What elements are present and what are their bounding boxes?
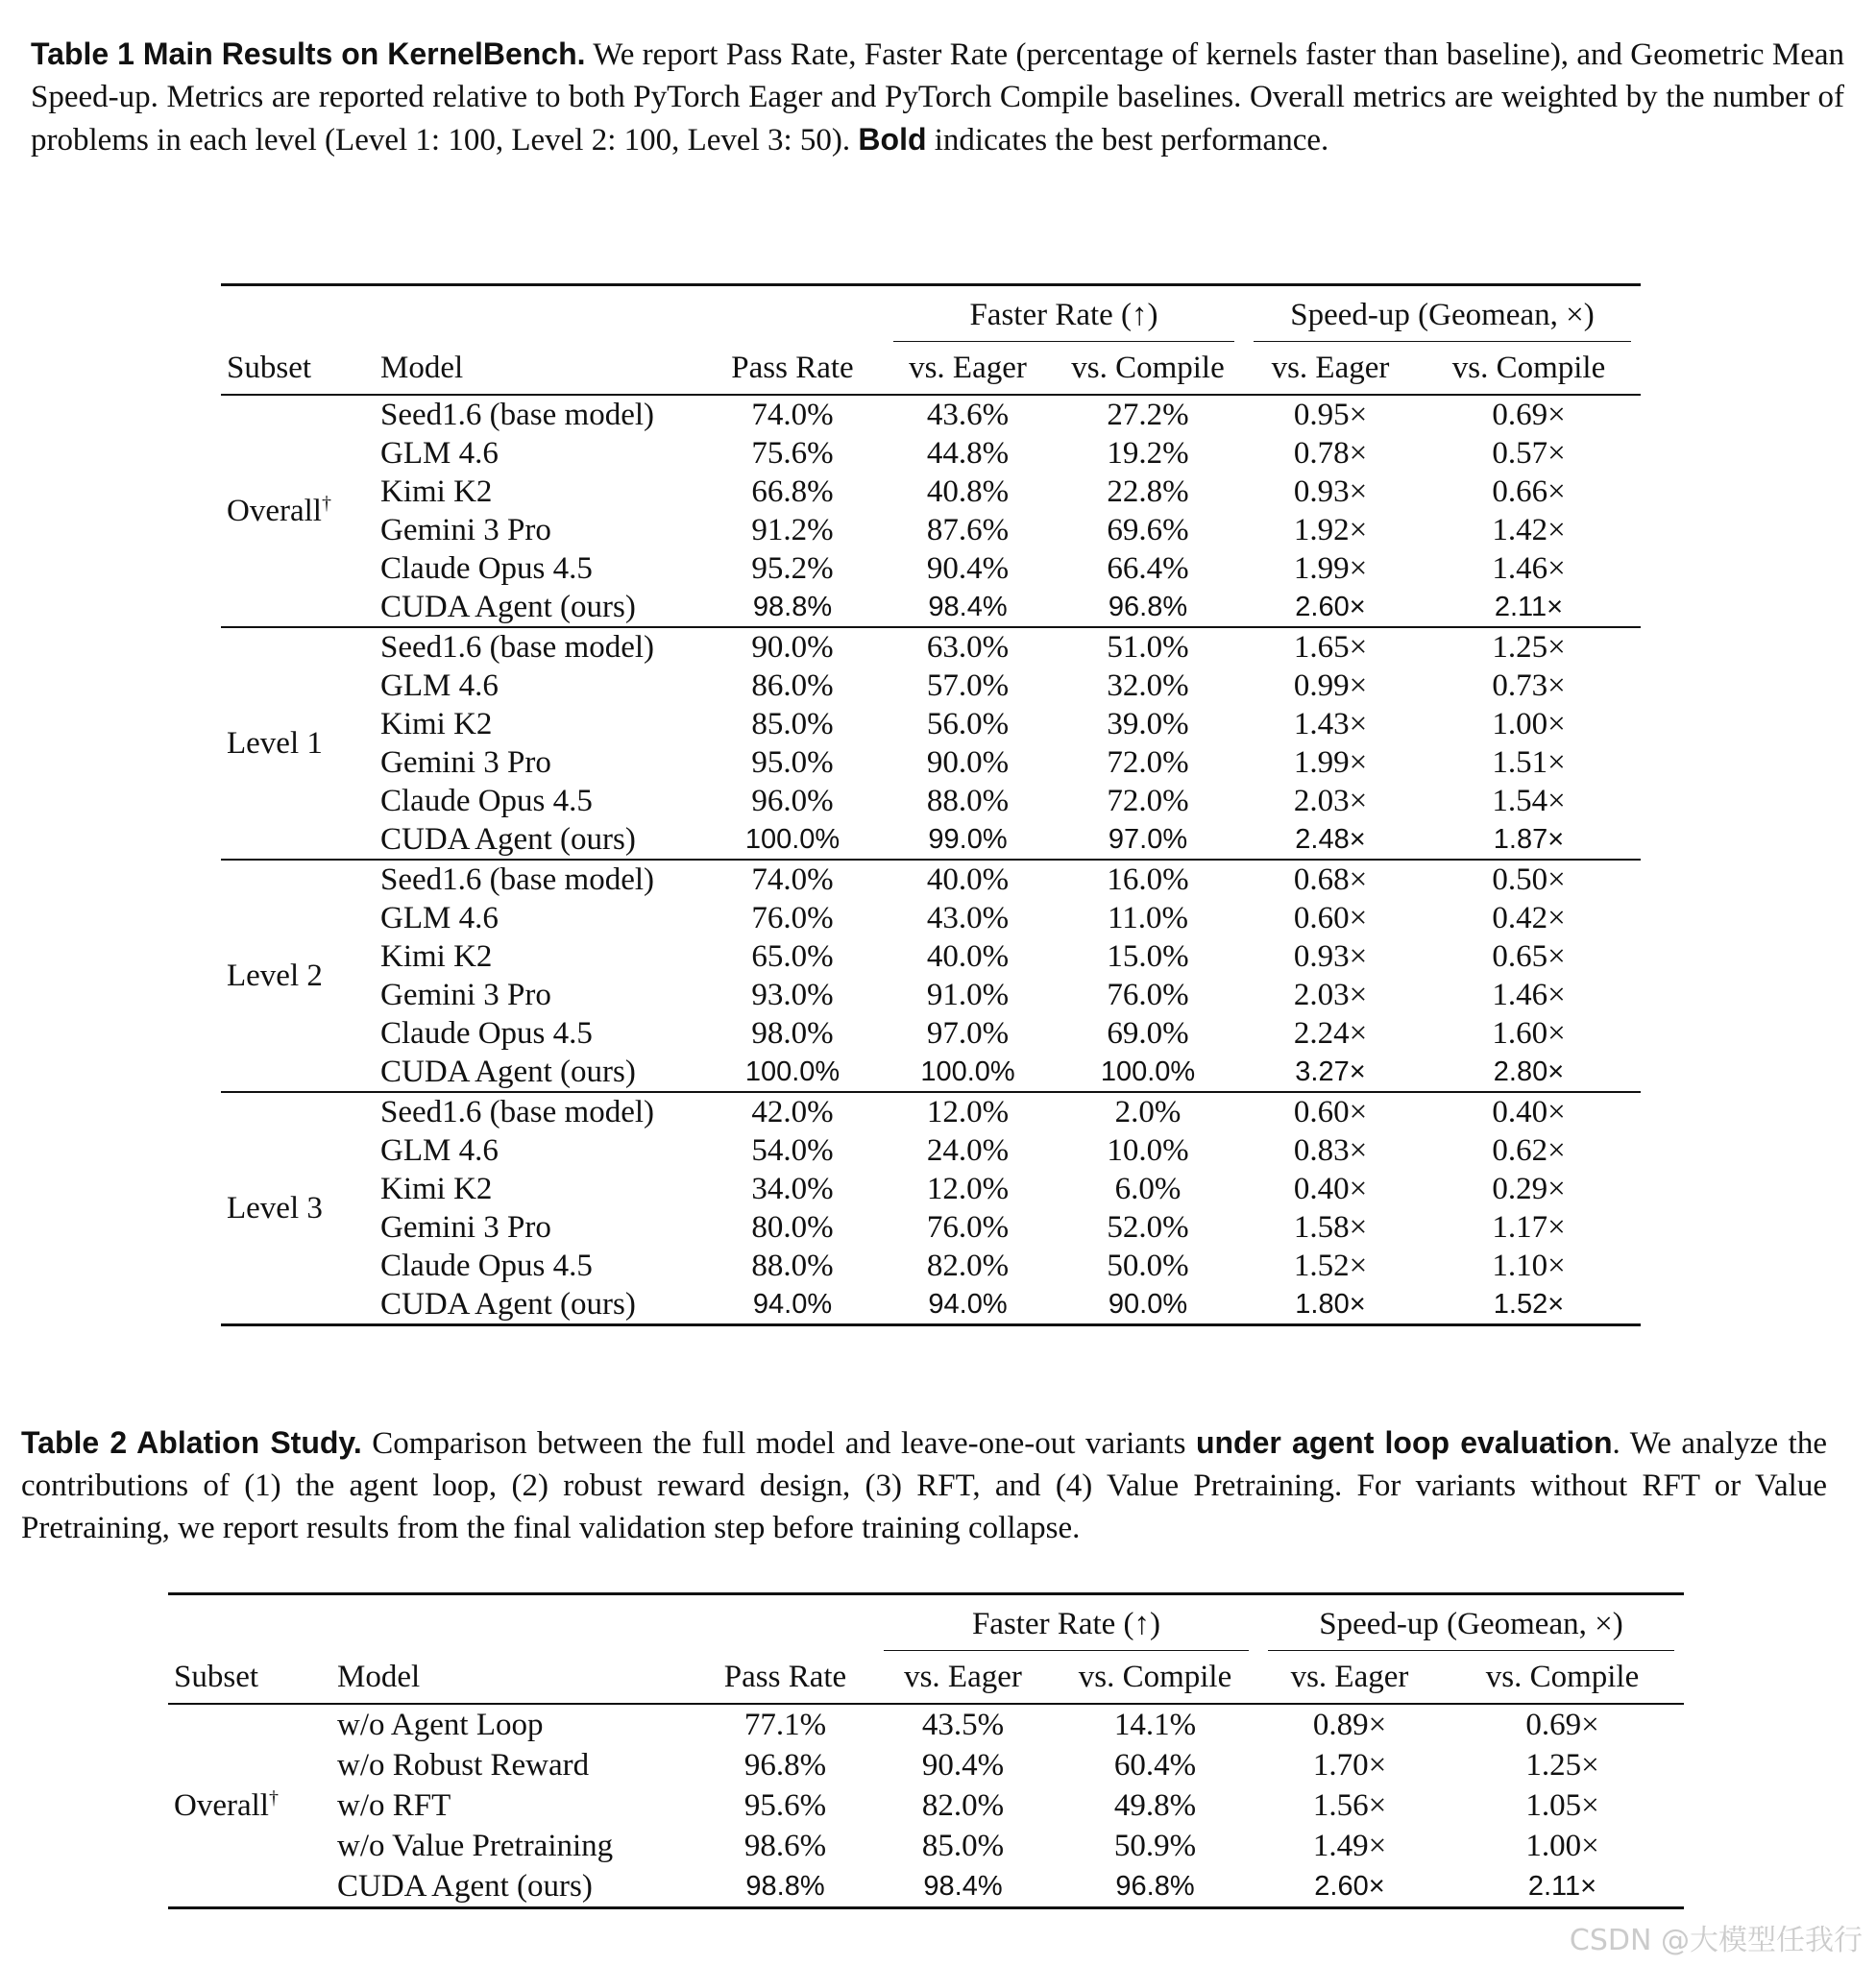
table-row [221,820,1641,860]
subset-cell-0 [221,396,375,627]
metric-cell-fc: 52.0% [1107,1209,1189,1245]
table1-faster-eager-header: vs. Eager [909,350,1027,385]
table1-subset-header: Subset [227,350,312,385]
table-row [221,511,1641,549]
dagger-mark: † [321,493,331,514]
metric-cell-sc: 0.65× [1492,938,1566,974]
table-row [221,976,1641,1014]
table2-speedup-header: Speed-up (Geomean, ×) [1258,1595,1684,1651]
metric-cell-fe: 43.5% [921,1707,1005,1742]
metric-cell-se: 0.60× [1293,900,1368,935]
metric-cell-fc: 11.0% [1107,900,1188,935]
metric-cell-fe: 98.4% [928,591,1008,622]
table1-header-row-2 [221,342,1641,395]
metric-cell-sc: 1.00× [1525,1828,1599,1863]
metric-cell-sc: 1.51× [1492,744,1566,780]
table-row [221,1131,1641,1170]
metric-cell-fe: 40.8% [926,473,1010,509]
table-row [168,1866,1684,1908]
metric-cell-sc: 1.42× [1492,512,1566,547]
model-name-cell: w/o Value Pretraining [337,1828,614,1863]
model-name-cell: Kimi K2 [380,1171,493,1206]
table2-caption-text-a: Comparison between the full model and leave-one-out variants [361,1426,1196,1461]
metric-cell-pass: 42.0% [751,1094,834,1129]
metric-cell-pass: 90.0% [751,629,834,665]
metric-cell-fc: 100.0% [1100,1056,1196,1087]
model-name-cell: GLM 4.6 [380,435,499,471]
metric-cell-sc: 1.46× [1492,550,1566,586]
metric-cell-pass: 95.0% [751,744,834,780]
metric-cell-pass: 93.0% [751,977,834,1012]
table-row [221,743,1641,782]
metric-cell-fe: 24.0% [926,1132,1010,1168]
metric-cell-pass: 100.0% [744,1056,841,1087]
metric-cell-sc: 2.11× [1527,1870,1597,1902]
metric-cell-pass: 98.8% [752,591,833,622]
model-name-cell: GLM 4.6 [380,900,499,935]
metric-cell-se: 2.60× [1314,1870,1385,1902]
metric-cell-pass: 75.6% [751,435,834,471]
table2-caption-bold: under agent loop evaluation [1195,1425,1613,1460]
metric-cell-se: 0.83× [1293,1132,1368,1168]
metric-cell-fe: 90.0% [926,744,1010,780]
metric-cell-pass: 98.8% [745,1870,825,1902]
model-name-cell: GLM 4.6 [380,1132,499,1168]
metric-cell-fc: 16.0% [1107,862,1189,897]
metric-cell-fe: 43.6% [926,397,1010,432]
table-row [221,937,1641,976]
metric-cell-fc: 39.0% [1107,706,1189,741]
table1-caption [31,33,1844,161]
table2-caption-label: Table 2 Ablation Study. [21,1425,362,1460]
table-row [221,1170,1641,1208]
metric-cell-sc: 1.52× [1493,1288,1565,1320]
metric-cell-se: 1.58× [1293,1209,1368,1245]
subset-label: Level 2 [227,959,323,993]
table1-faster-rate-header: Faster Rate (↑) [884,286,1244,342]
table1-caption-text-b: indicates the best performance. [926,123,1329,158]
metric-cell-se: 0.78× [1293,435,1368,471]
table-row [221,782,1641,820]
table2-caption-text-b: . We analyze the contributions of (1) the agent loop, (2) robust reward design, (3) RFT, and (4) Value Pretraining. For variants without RFT or Value Pretraining, we report results from the final validation step before training collapse. [21,1426,1827,1545]
metric-cell-sc: 0.40× [1492,1094,1566,1129]
metric-cell-se: 0.60× [1293,1094,1368,1129]
metric-cell-fe: 99.0% [928,823,1008,855]
subset-cell-1 [221,628,375,860]
metric-cell-fe: 94.0% [928,1288,1008,1320]
metric-cell-fc: 10.0% [1107,1132,1189,1168]
metric-cell-fc: 14.1% [1113,1707,1197,1742]
metric-cell-fe: 12.0% [926,1094,1010,1129]
table1-caption-text-a: We report Pass Rate, Faster Rate (percentage of kernels faster than baseline), and Geometric Mean Speed-up. Metrics are reported relative to both PyTorch Eager and PyTorch Compile baselines. Overall metrics are weighted by the number of problems in each level (Level 1: 100, Level 2: 100, Level 3: 50). [31,37,1844,158]
metric-cell-se: 0.68× [1293,862,1368,897]
model-name-cell: Seed1.6 (base model) [380,629,654,665]
metric-cell-fc: 32.0% [1107,667,1189,703]
metric-cell-fc: 50.0% [1107,1248,1189,1283]
metric-cell-sc: 1.60× [1492,1015,1566,1051]
subset-cell-2 [221,861,375,1092]
metric-cell-fe: 44.8% [926,435,1010,471]
metric-cell-se: 1.56× [1312,1787,1387,1823]
metric-cell-sc: 0.42× [1492,900,1566,935]
subset-label: Overall [174,1788,269,1823]
model-name-cell: Kimi K2 [380,473,493,509]
table1-speedup-compile-header: vs. Compile [1451,350,1606,385]
watermark: CSDN @大模型任我行 [1569,1924,1863,1957]
model-name-cell: CUDA Agent (ours) [380,821,636,857]
metric-cell-pass: 86.0% [751,667,834,703]
metric-cell-fe: 90.4% [926,550,1010,586]
model-name-cell: Kimi K2 [380,938,493,974]
metric-cell-fe: 97.0% [926,1015,1010,1051]
metric-cell-se: 0.99× [1293,667,1368,703]
table2-model-header: Model [337,1659,421,1694]
metric-cell-sc: 1.25× [1492,629,1566,665]
dagger-mark: † [268,1787,279,1808]
metric-cell-pass: 100.0% [744,823,841,855]
metric-cell-fc: 27.2% [1107,397,1189,432]
metric-cell-se: 0.95× [1293,397,1368,432]
model-name-cell: Kimi K2 [380,706,493,741]
metric-cell-se: 2.60× [1295,591,1366,622]
metric-cell-pass: 94.0% [752,1288,833,1320]
metric-cell-fe: 82.0% [926,1248,1010,1283]
table-row [221,1285,1641,1325]
subset-label: Overall [227,494,322,528]
model-name-cell: Claude Opus 4.5 [380,1015,593,1051]
table2-ablation [168,1592,1684,1909]
metric-cell-sc: 1.87× [1493,823,1565,855]
metric-cell-se: 0.93× [1293,473,1368,509]
metric-cell-pass: 80.0% [751,1209,834,1245]
metric-cell-se: 2.24× [1293,1015,1368,1051]
metric-cell-se: 1.92× [1293,512,1368,547]
metric-cell-pass: 74.0% [751,862,834,897]
metric-cell-fe: 90.4% [921,1747,1005,1783]
metric-cell-sc: 1.17× [1492,1209,1566,1245]
table1-speedup-header: Speed-up (Geomean, ×) [1244,286,1641,342]
metric-cell-sc: 0.29× [1492,1171,1566,1206]
metric-cell-se: 1.80× [1295,1288,1366,1320]
table-row [221,396,1641,434]
table-row [221,628,1641,667]
metric-cell-pass: 91.2% [751,512,834,547]
metric-cell-fc: 69.6% [1107,512,1189,547]
metric-cell-se: 3.27× [1295,1056,1366,1087]
model-name-cell: Gemini 3 Pro [380,1209,551,1245]
metric-cell-pass: 54.0% [751,1132,834,1168]
table1-caption-bold: Bold [858,122,927,157]
table1-main-results [221,283,1641,1326]
metric-cell-pass: 85.0% [751,706,834,741]
table-row [168,1826,1684,1866]
metric-cell-fe: 98.4% [923,1870,1003,1902]
metric-cell-fc: 66.4% [1107,550,1189,586]
metric-cell-fe: 12.0% [926,1171,1010,1206]
model-name-cell: w/o Robust Reward [337,1747,590,1783]
table1-faster-compile-header: vs. Compile [1071,350,1225,385]
metric-cell-pass: 66.8% [751,473,834,509]
metric-cell-fc: 76.0% [1107,977,1189,1012]
metric-cell-se: 0.93× [1293,938,1368,974]
table-row [221,1208,1641,1247]
metric-cell-fe: 56.0% [926,706,1010,741]
metric-cell-fe: 43.0% [926,900,1010,935]
metric-cell-fe: 82.0% [921,1787,1005,1823]
table1-model-header: Model [380,350,464,385]
metric-cell-sc: 2.80× [1493,1056,1565,1087]
metric-cell-se: 1.49× [1312,1828,1387,1863]
table2-speedup-compile-header: vs. Compile [1485,1659,1640,1694]
metric-cell-sc: 0.50× [1492,862,1566,897]
table2-speedup-eager-header: vs. Eager [1290,1659,1409,1694]
metric-cell-fc: 22.8% [1107,473,1189,509]
metric-cell-se: 0.89× [1312,1707,1387,1742]
model-name-cell: CUDA Agent (ours) [380,1286,636,1322]
table-row [221,899,1641,937]
metric-cell-fe: 63.0% [926,629,1010,665]
table-row [221,705,1641,743]
metric-cell-se: 2.03× [1293,783,1368,818]
metric-cell-fc: 49.8% [1113,1787,1197,1823]
model-name-cell: CUDA Agent (ours) [380,1054,636,1089]
table-row [221,1093,1641,1131]
metric-cell-sc: 1.00× [1492,706,1566,741]
subset-cell-ablation [168,1705,331,1908]
table-row [168,1745,1684,1785]
metric-cell-se: 2.48× [1295,823,1366,855]
metric-cell-sc: 2.11× [1494,591,1564,622]
metric-cell-se: 1.70× [1312,1747,1387,1783]
metric-cell-fc: 51.0% [1107,629,1189,665]
metric-cell-fe: 76.0% [926,1209,1010,1245]
model-name-cell: Gemini 3 Pro [380,977,551,1012]
metric-cell-pass: 95.2% [751,550,834,586]
table-row [221,667,1641,705]
metric-cell-pass: 96.8% [743,1747,827,1783]
table-row [168,1785,1684,1826]
table-row [168,1705,1684,1745]
metric-cell-fe: 85.0% [921,1828,1005,1863]
table1-speedup-eager-header: vs. Eager [1271,350,1390,385]
metric-cell-se: 1.52× [1293,1248,1368,1283]
metric-cell-fc: 72.0% [1107,783,1189,818]
metric-cell-pass: 95.6% [743,1787,827,1823]
metric-cell-fc: 60.4% [1113,1747,1197,1783]
metric-cell-fe: 40.0% [926,862,1010,897]
metric-cell-fc: 90.0% [1108,1288,1188,1320]
metric-cell-sc: 0.69× [1492,397,1566,432]
metric-cell-fe: 88.0% [926,783,1010,818]
model-name-cell: w/o RFT [337,1787,451,1823]
metric-cell-pass: 77.1% [743,1707,827,1742]
table2-faster-compile-header: vs. Compile [1078,1659,1232,1694]
table2-faster-rate-header: Faster Rate (↑) [874,1595,1258,1651]
metric-cell-se: 1.43× [1293,706,1368,741]
metric-cell-fe: 91.0% [926,977,1010,1012]
table2-header-row-1 [168,1595,1684,1651]
table-row [221,1247,1641,1285]
table1-pass-rate-header: Pass Rate [731,350,854,385]
metric-cell-sc: 0.66× [1492,473,1566,509]
table-row [221,861,1641,899]
model-name-cell: CUDA Agent (ours) [337,1868,593,1904]
table2-caption [21,1421,1827,1549]
table2-faster-eager-header: vs. Eager [904,1659,1022,1694]
metric-cell-se: 1.99× [1293,744,1368,780]
model-name-cell: w/o Agent Loop [337,1707,544,1742]
metric-cell-pass: 65.0% [751,938,834,974]
metric-cell-se: 1.65× [1293,629,1368,665]
metric-cell-sc: 0.62× [1492,1132,1566,1168]
metric-cell-sc: 1.10× [1492,1248,1566,1283]
metric-cell-pass: 74.0% [751,397,834,432]
metric-cell-sc: 0.73× [1492,667,1566,703]
model-name-cell: CUDA Agent (ours) [380,589,636,624]
metric-cell-se: 2.03× [1293,977,1368,1012]
metric-cell-pass: 98.0% [751,1015,834,1051]
metric-cell-fc: 96.8% [1115,1870,1195,1902]
metric-cell-fc: 19.2% [1107,435,1189,471]
metric-cell-pass: 76.0% [751,900,834,935]
table-row [221,588,1641,627]
table1-caption-label: Table 1 Main Results on KernelBench. [31,36,586,71]
metric-cell-pass: 34.0% [751,1171,834,1206]
metric-cell-sc: 0.57× [1492,435,1566,471]
table2-subset-header: Subset [174,1659,259,1694]
metric-cell-fc: 6.0% [1114,1171,1182,1206]
metric-cell-sc: 1.46× [1492,977,1566,1012]
metric-cell-pass: 98.6% [743,1828,827,1863]
metric-cell-sc: 0.69× [1525,1707,1599,1742]
model-name-cell: Gemini 3 Pro [380,744,551,780]
model-name-cell: Claude Opus 4.5 [380,783,593,818]
metric-cell-sc: 1.25× [1525,1747,1599,1783]
metric-cell-pass: 96.0% [751,783,834,818]
table-row [221,1014,1641,1053]
metric-cell-se: 0.40× [1293,1171,1368,1206]
model-name-cell: Seed1.6 (base model) [380,1094,654,1129]
metric-cell-fc: 2.0% [1114,1094,1182,1129]
model-name-cell: Claude Opus 4.5 [380,1248,593,1283]
metric-cell-pass: 88.0% [751,1248,834,1283]
table-row [221,473,1641,511]
metric-cell-fc: 15.0% [1107,938,1189,974]
metric-cell-fc: 50.9% [1113,1828,1197,1863]
table2-header-row-2 [168,1651,1684,1704]
metric-cell-fc: 96.8% [1108,591,1188,622]
metric-cell-fe: 40.0% [926,938,1010,974]
table1-header-row-1 [221,286,1641,342]
subset-label: Level 3 [227,1191,323,1226]
metric-cell-fe: 87.6% [926,512,1010,547]
table2-pass-rate-header: Pass Rate [723,1659,847,1694]
metric-cell-se: 1.99× [1293,550,1368,586]
model-name-cell: Claude Opus 4.5 [380,550,593,586]
metric-cell-fe: 100.0% [920,1056,1015,1087]
model-name-cell: Gemini 3 Pro [380,512,551,547]
subset-label: Level 1 [227,726,323,761]
model-name-cell: Seed1.6 (base model) [380,397,654,432]
metric-cell-fc: 97.0% [1108,823,1188,855]
metric-cell-fc: 72.0% [1107,744,1189,780]
metric-cell-fe: 57.0% [926,667,1010,703]
table-row [221,549,1641,588]
metric-cell-sc: 1.05× [1525,1787,1599,1823]
table-row [221,1053,1641,1092]
subset-cell-3 [221,1093,375,1325]
metric-cell-fc: 69.0% [1107,1015,1189,1051]
model-name-cell: Seed1.6 (base model) [380,862,654,897]
model-name-cell: GLM 4.6 [380,667,499,703]
metric-cell-sc: 1.54× [1492,783,1566,818]
table-row [221,434,1641,473]
